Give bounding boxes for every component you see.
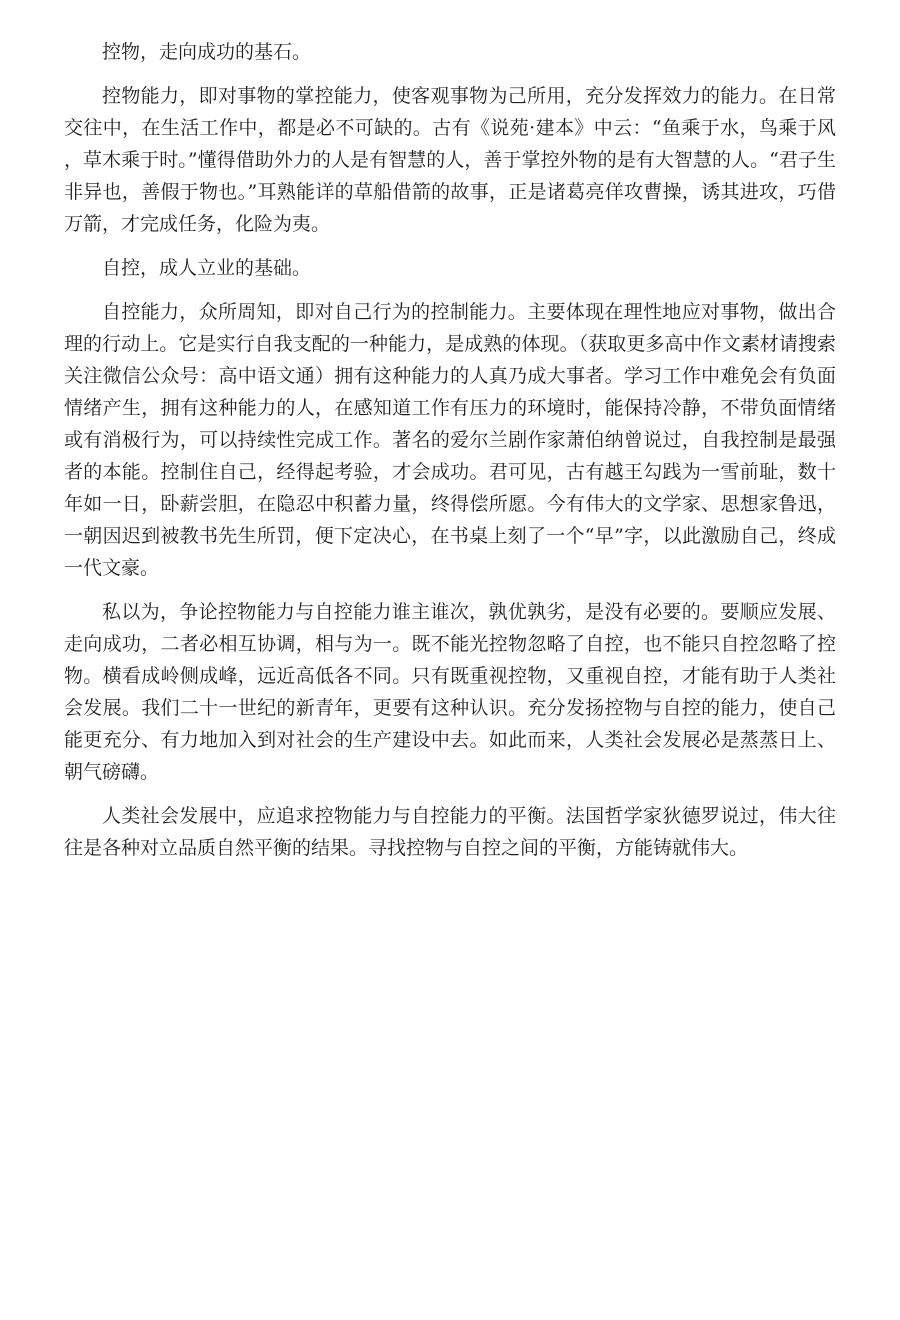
paragraph-self-control: 自控能力，众所周知，即对自己行为的控制能力。主要体现在理性地应对事物，做出合理的行动上。它是实行自我支配的一种能力，是成熟的体现。（获取更多高中作文素材请搜索关注微信公众号：高中语文通）拥有这种能力的人真乃成大事者。学习工作中难免会有负面情绪产生，拥有这种能力的人，在感知道工作有压力的环境时，能保持冷静，不带负面情绪或有消极行为，可以持续性完成工作。著名的爱尔兰剧作家萧伯纳曾说过，自我控制是最强者的本能。控制住自己，经得起考验，才会成功。君可见，古有越王勾践为一雪前耻，数十年如一日，卧薪尝胆，在隐忍中积蓄力量，终得偿所愿。今有伟大的文学家、思想家鲁迅，一朝因迟到被教书先生所罚，便下定决心，在书桌上刻了一个“早”字，以此激励自己，终成一代文豪。 xyxy=(64,301,836,579)
paragraph-balance-argument: 私以为，争论控物能力与自控能力谁主谁次，孰优孰劣，是没有必要的。要顺应发展、走向成功，二者必相互协调，相与为一。既不能光控物忽略了自控，也不能只自控忽略了控物。横看成岭侧成峰，远近高低各不同。只有既重视控物，又重视自控，才能有助于人类社会发展。我们二十一世纪的新青年，更要有这种认识。充分发扬控物与自控的能力，使自己能更充分、有力地加入到对社会的生产建设中去。如此而来，人类社会发展必是蒸蒸日上、朝气磅礴。 xyxy=(64,601,836,783)
document-page xyxy=(64,36,836,876)
paragraph-control-objects: 控物能力，即对事物的掌控能力，使客观事物为己所用，充分发挥效力的能力。在日常交往中，在生活工作中，都是必不可缺的。古有《说苑·建本》中云：“鱼乘于水，鸟乘于风，草木乘于时。”懂得借助外力的人是有智慧的人，善于掌控外物的是有大智慧的人。“君子生非异也，善假于物也。”耳熟能详的草船借箭的故事，正是诸葛亮佯攻曹操，诱其进攻，巧借万箭，才完成任务，化险为夷。 xyxy=(64,85,836,235)
paragraph-conclusion: 人类社会发展中，应追求控物能力与自控能力的平衡。法国哲学家狄德罗说过，伟大往往是各种对立品质自然平衡的结果。寻找控物与自控之间的平衡，方能铸就伟大。 xyxy=(64,805,836,859)
section-heading-self-control: 自控，成人立业的基础。 xyxy=(102,257,312,279)
section-heading-control-objects: 控物，走向成功的基石。 xyxy=(102,41,312,63)
